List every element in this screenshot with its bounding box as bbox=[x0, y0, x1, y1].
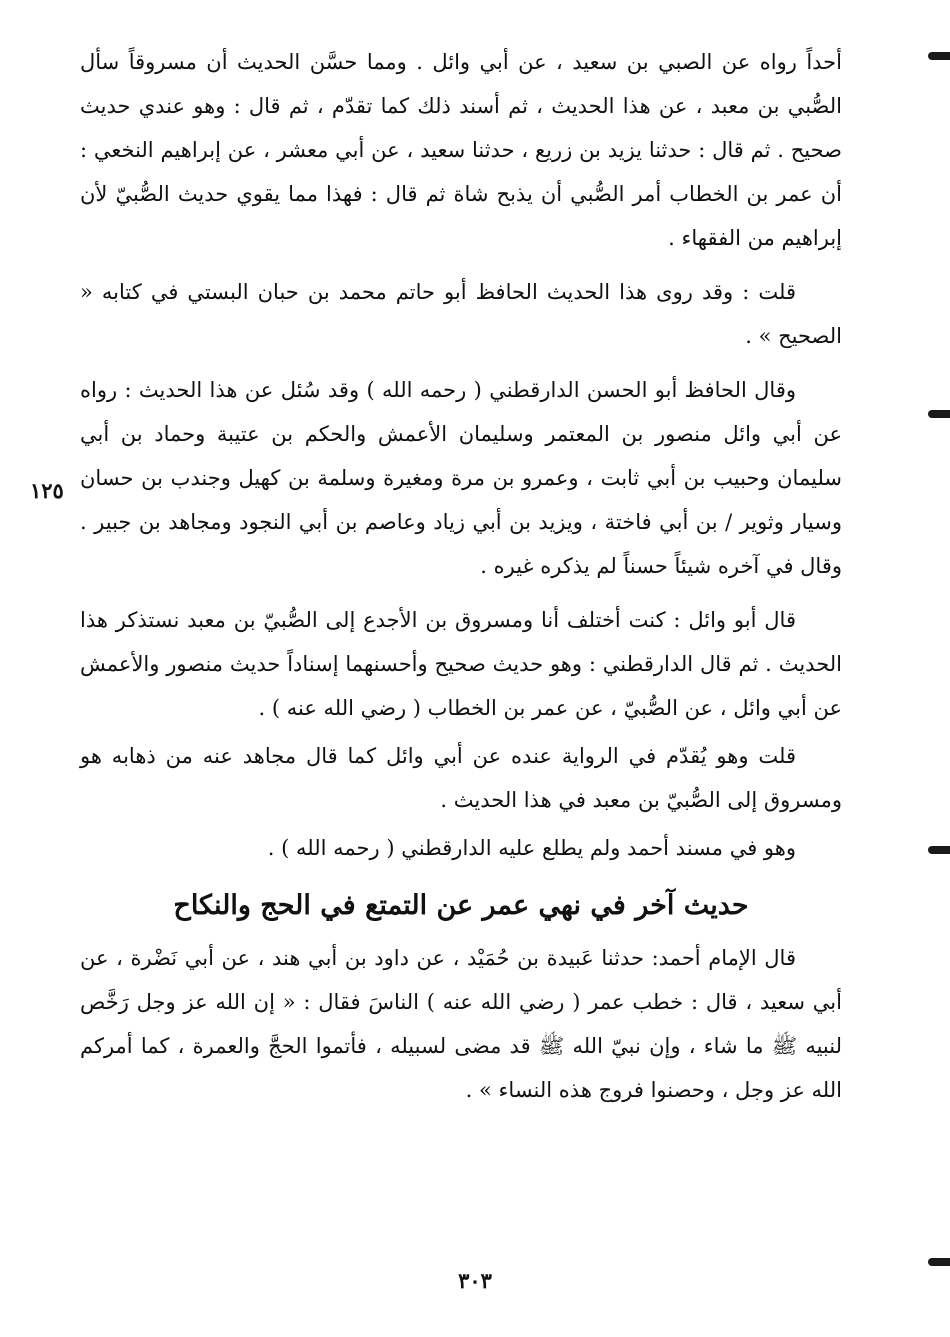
paragraph-3: وقال الحافظ أبو الحسن الدارقطني ( رحمه الله ) وقد سُئل عن هذا الحديث : رواه عن أبي وائل منصور بن المعتمر وسليمان الأعمش والحكم بن عتيبة وحماد بن أبي سليمان وحبيب بن أبي ثابت ، وعمرو بن مرة ومغيرة وسلمة بن كهيل وجندب بن حسان وسيار وثوير / بن أبي فاختة ، ويزيد بن أبي زياد وعاصم بن أبي النجود ومجاهد بن جبير . وقال في آخره شيئاً حسناً لم يذكره غيره . bbox=[80, 378, 842, 578]
paragraph-1: أحداً رواه عن الصبي بن سعيد ، عن أبي وائل . ومما حسَّن الحديث أن مسروقاً سأل الصُّبي بن معبد ، عن هذا الحديث ، ثم أسند ذلك كما تقدّم ، ثم قال : وهو عندي حديث صحيح . ثم قال : حدثنا يزيد بن زريع ، حدثنا سعيد ، عن أبي معشر ، عن إبراهيم النخعي : أن عمر بن الخطاب أمر الصُّبي أن يذبح شاة ثم قال : فهذا مما يقوي حديث الصُّبيّ لأن إبراهيم من الفقهاء . bbox=[80, 50, 842, 250]
section-text bbox=[80, 936, 842, 1112]
paragraph-2: قلت : وقد روى هذا الحديث الحافظ أبو حاتم محمد بن حبان البستي في كتابه « الصحيح » . bbox=[80, 280, 842, 348]
section-paragraph-1: قال الإمام أحمد: حدثنا عَبيدة بن حُمَيْد ، عن داود بن أبي هند ، عن أبي نَضْرة ، عن أبي سعيد ، قال : خطب عمر ( رضي الله عنه ) الناسَ فقال : « إن الله عز وجل رَخَّص لنبيه ﷺ ما شاء ، وإن نبيّ الله ﷺ قد مضى لسبيله ، فأتموا الحجَّ والعمرة ، كما أمركم الله عز وجل ، وحصنوا فروج هذه النساء » . bbox=[80, 946, 842, 1102]
page-edge-mark bbox=[928, 846, 950, 854]
margin-page-reference: ١٢٥ bbox=[30, 478, 64, 503]
page-number: ٣٠٣ bbox=[458, 1268, 492, 1293]
page-edge-mark bbox=[928, 52, 950, 60]
paragraph-5: قلت وهو يُقدّم في الرواية عنده عن أبي وائل كما قال مجاهد عنه من ذهابه هو ومسروق إلى الصُّبيّ بن معبد في هذا الحديث . bbox=[80, 744, 842, 812]
page-edge-mark bbox=[928, 1258, 950, 1266]
section-heading: حديث آخر في نهي عمر عن التمتع في الحج والنكاح bbox=[173, 890, 749, 921]
page-edge-mark bbox=[928, 410, 950, 418]
main-text bbox=[80, 40, 842, 870]
paragraph-4: قال أبو وائل : كنت أختلف أنا ومسروق بن الأجدع إلى الصُّبيّ بن معبد نستذكر هذا الحديث . ثم قال الدارقطني : وهو حديث صحيح وأحسنهما إسناداً حديث منصور والأعمش عن أبي وائل ، عن الصُّبيّ ، عن عمر بن الخطاب ( رضي الله عنه ) . bbox=[80, 608, 842, 720]
paragraph-6: وهو في مسند أحمد ولم يطلع عليه الدارقطني ( رحمه الله ) . bbox=[267, 836, 796, 860]
